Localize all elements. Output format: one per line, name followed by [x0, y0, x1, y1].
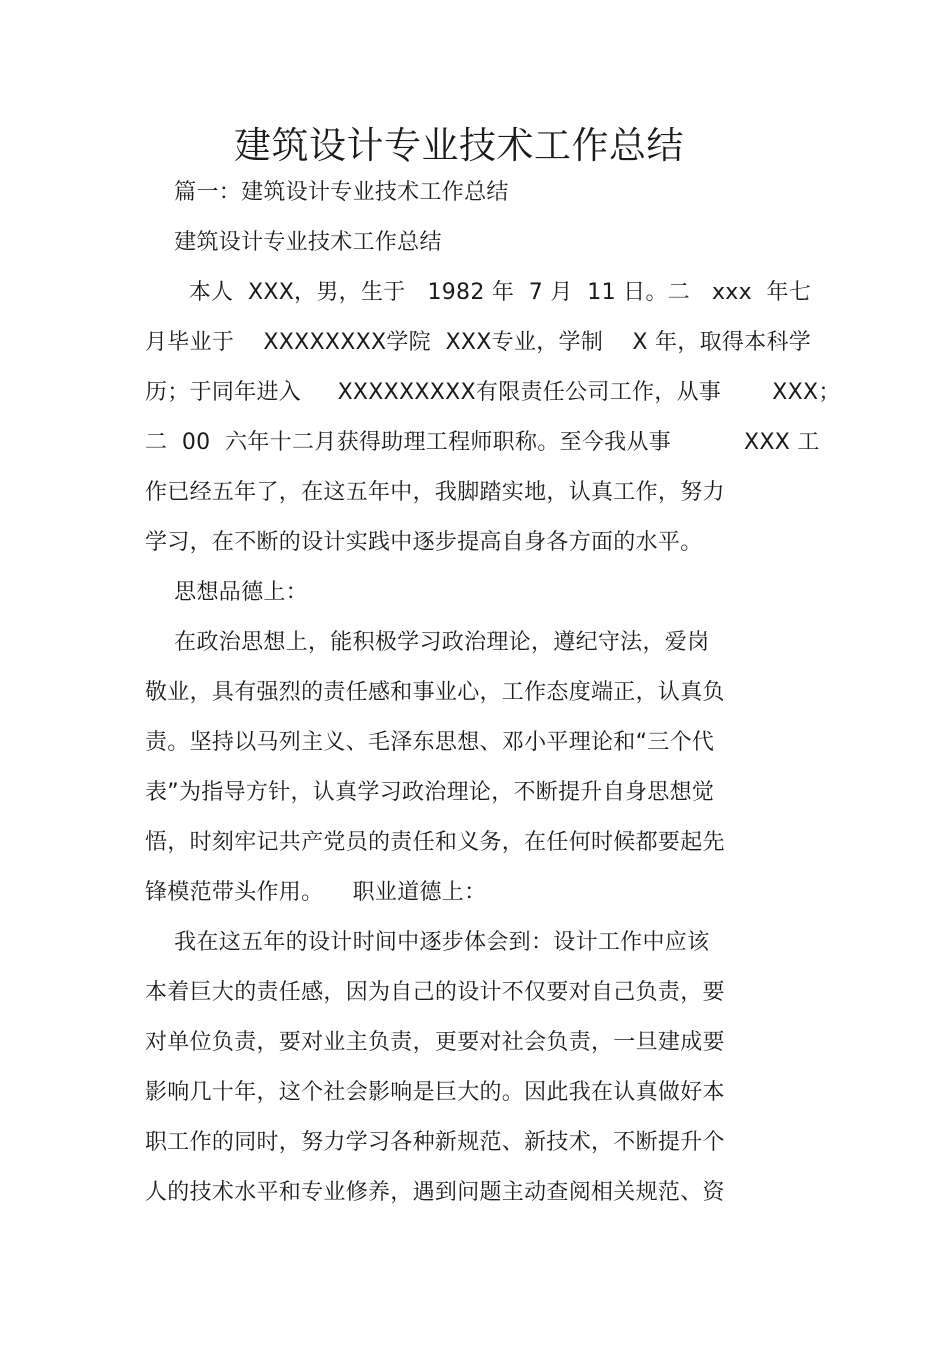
- paragraph-line: 历；于同年进入 XXXXXXXXX有限责任公司工作，从事 XXX；: [145, 380, 841, 405]
- document-title: 建筑设计专业技术工作总结: [234, 124, 684, 167]
- paragraph-line: 建筑设计专业技术工作总结: [145, 230, 442, 255]
- paragraph-line: 悟，时刻牢记共产党员的责任和义务，在任何时候都要起先: [145, 830, 725, 855]
- paragraph-line: 我在这五年的设计时间中逐步体会到：设计工作中应该: [145, 930, 710, 955]
- paragraph-line: 影响几十年，这个社会影响是巨大的。因此我在认真做好本: [145, 1080, 725, 1105]
- paragraph-line: 月毕业于 XXXXXXXX学院 XXX专业，学制 X 年，取得本科学: [145, 330, 812, 355]
- paragraph-line: 对单位负责，要对业主负责，更要对社会负责，一旦建成要: [145, 1030, 725, 1055]
- section-heading: 思想品德上：: [145, 580, 308, 605]
- paragraph-line: 责。坚持以马列主义、毛泽东思想、邓小平理论和“三个代: [145, 730, 715, 755]
- paragraph-line: 本着巨大的责任感，因为自己的设计不仅要对自己负责，要: [145, 980, 725, 1005]
- paragraph-line: 学习，在不断的设计实践中逐步提高自身各方面的水平。: [145, 530, 703, 555]
- paragraph-line: 在政治思想上，能积极学习政治理论，遵纪守法，爱岗: [145, 630, 710, 655]
- paragraph-line: 本人 XXX，男，生于 1982 年 7 月 11 日。二 xxx 年七: [145, 280, 812, 305]
- paragraph-line: 篇一：建筑设计专业技术工作总结: [145, 180, 509, 205]
- paragraph-line: 作已经五年了，在这五年中，我脚踏实地，认真工作，努力: [145, 480, 725, 505]
- paragraph-line: 锋模范带头作用。 职业道德上：: [145, 880, 487, 905]
- paragraph-line: 人的技术水平和专业修养，遇到问题主动查阅相关规范、资: [145, 1180, 725, 1205]
- paragraph-line: 二 00 六年十二月获得助理工程师职称。至今我从事 XXX 工: [145, 430, 820, 455]
- paragraph-line: 表”为指导方针，认真学习政治理论，不断提升自身思想觉: [145, 780, 715, 805]
- paragraph-line: 职工作的同时，努力学习各种新规范、新技术，不断提升个: [145, 1130, 725, 1155]
- paragraph-line: 敬业，具有强烈的责任感和事业心，工作态度端正，认真负: [145, 680, 725, 705]
